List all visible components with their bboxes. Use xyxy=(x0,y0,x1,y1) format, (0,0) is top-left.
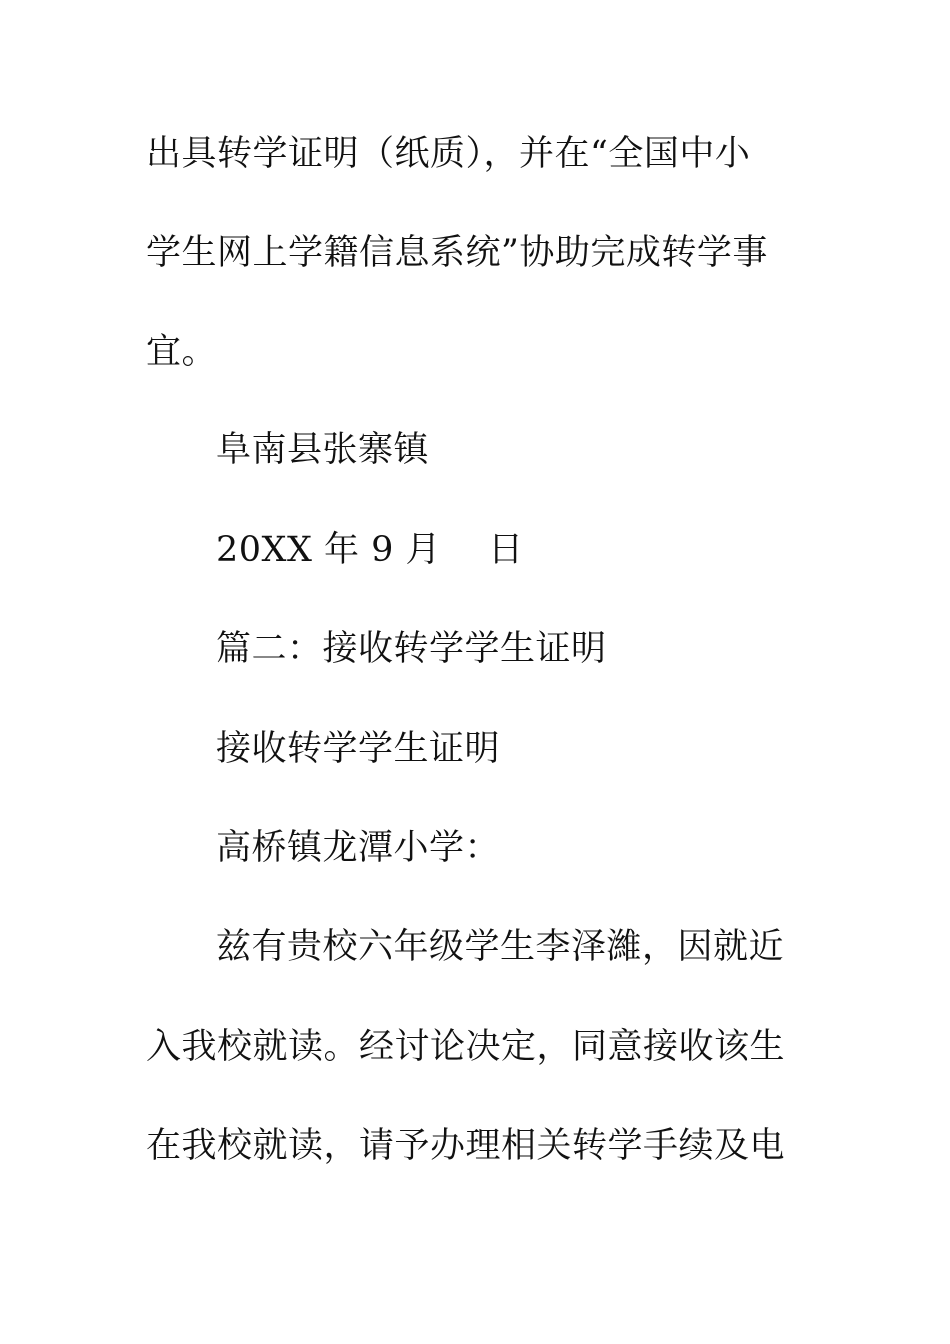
paragraph-line: 学生网上学籍信息系统”协助完成转学事 xyxy=(146,233,768,273)
addressee-line: 高桥镇龙潭小学： xyxy=(216,828,501,868)
date-line: 20XX 年 9 月 日 xyxy=(216,530,524,570)
certificate-title: 接收转学学生证明 xyxy=(216,729,501,769)
paragraph-line: 宜。 xyxy=(146,332,218,372)
paragraph-line: 入我校就读。经讨论决定，同意接收该生 xyxy=(146,1027,786,1067)
paragraph-line: 兹有贵校六年级学生李泽濰，因就近 xyxy=(216,927,785,967)
paragraph-line: 在我校就读，请予办理相关转学手续及电 xyxy=(146,1126,786,1166)
issuer-line: 阜南县张寨镇 xyxy=(216,430,430,470)
paragraph-line: 出具转学证明（纸质），并在“全国中小 xyxy=(146,134,751,174)
section-heading: 篇二：接收转学学生证明 xyxy=(216,629,607,669)
